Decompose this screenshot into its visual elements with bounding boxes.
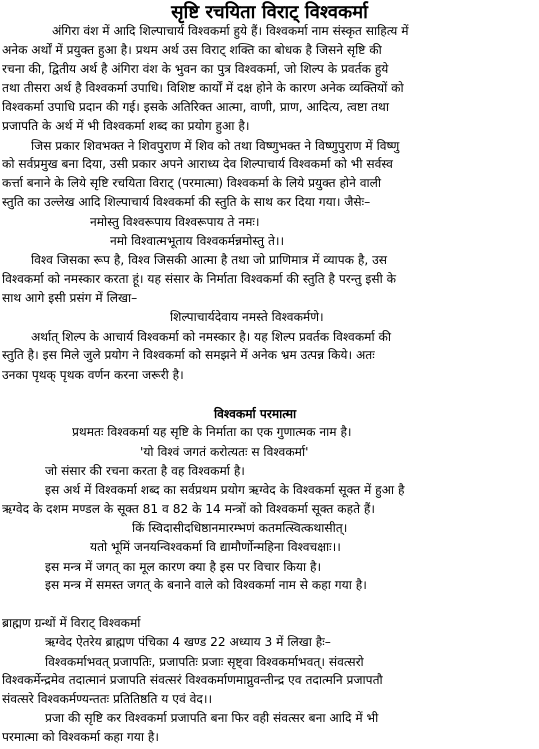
- paragraph-line: उनका पृथक् पृथक वर्णन करना जरूरी है।: [2, 367, 184, 382]
- paragraph-line: विश्वकर्मा उपाधि प्रदान की गई। इसके अतिरिक्त आत्मा, वाणी, प्राण, आदित्य, त्वष्टा तथा: [2, 100, 389, 115]
- section-heading: ब्राह्मण ग्रन्थों में विराट् विश्वकर्मा: [2, 616, 141, 631]
- verse-line: नमोस्तु विश्वरूपाय विश्वरूपाय ते नमः।: [90, 214, 260, 229]
- paragraph-line: स्तुति का उल्लेख आदि शिल्पाचार्य विश्वकर्मा की स्तुति के साथ कर दिया गया। जैसेः–: [2, 195, 371, 210]
- paragraph-line: को सर्वप्रमुख बना दिया, उसी प्रकार अपने आराध्य देव शिल्पाचार्य विश्वकर्मा को भी सर्वस्व: [2, 157, 393, 172]
- paragraph-line: स्तुति है। इस मिले जुले प्रयोग ने विश्वकर्मा को समझने में अनेक भ्रम उत्पन्न किये। अतः: [2, 348, 375, 363]
- section-heading: विश्वकर्मा परमात्मा: [214, 406, 297, 421]
- paragraph-line: प्रजापति के अर्थ में भी विश्वकर्मा शब्द का प्रयोग हुआ है।: [2, 119, 250, 133]
- paragraph-line: संवत्सरे विश्वकर्मण्यन्ततः प्रतितिष्ठति य एवं वेद।।: [2, 691, 213, 706]
- paragraph-line: साथ आगे इसी प्रसंग में लिखा–: [2, 291, 138, 306]
- verse-line: 'यो विश्वं जगतं करोत्यतः स विश्वकर्मा': [140, 445, 309, 459]
- paragraph-line: परमात्मा को विश्वकर्मा कहा गया है।: [2, 730, 159, 744]
- paragraph-line: जिस प्रकार शिवभक्त ने शिवपुराण में शिव को तथा विष्णुभक्त ने विष्णुपुराण में विष्णु: [31, 138, 400, 153]
- paragraph-line: इस मन्त्र में जगत् का मूल कारण क्या है इस पर विचार किया है।: [45, 559, 322, 574]
- paragraph-line: अनेक अर्थों में प्रयुक्त हुआ है। प्रथम अर्थ उस विराट् शक्ति का बोधक है जिसने सृष्टि की: [2, 42, 382, 57]
- paragraph-line: प्रजा की सृष्टि कर विश्वकर्मा प्रजापति बना फिर वही संवत्सर बना आदि में भी: [45, 711, 379, 726]
- paragraph-line: अर्थात् शिल्प के आचार्य विश्वकर्मा को नमस्कार है। यह शिल्प प्रवर्तक विश्वकर्मा की: [31, 329, 392, 344]
- paragraph-line: ऋग्वेद ऐतरेय ब्राह्मण पंचिका 4 खण्ड 22 अध्याय 3 में लिखा हैः–: [45, 635, 331, 649]
- page-title: सृष्टि रचयिता विराट् विश्वकर्मा: [171, 2, 368, 23]
- paragraph-line: ऋग्वेद के दशम मण्डल के सूक्त 81 व 82 के 14 मन्त्रों को विश्वकर्मा सूक्त कहते हैं।: [2, 501, 375, 516]
- verse-line: यतो भूमिं जनयन्विश्वकर्मा वि द्यामौर्णोन्महिना विश्वचक्षाः।।: [90, 540, 341, 554]
- paragraph-line: विश्वकर्मा को नमस्कार करता हूं। यह संसार के निर्माता विश्वकर्मा की स्तुति है परन्तु इसी के: [2, 271, 396, 286]
- paragraph-line: विश्व जिसका रूप है, विश्व जिसकी आत्मा है तथा जो प्राणिमात्र में व्यापक है, उस: [31, 253, 388, 268]
- paragraph-line: जो संसार की रचना करता है वह विश्वकर्मा है।: [45, 463, 245, 478]
- paragraph-line: रचना की, द्वितीय अर्थ है अंगिरा वंश के भुवन का पुत्र विश्वकर्मा, जो शिल्प के प्रवर्तक हुये: [2, 62, 389, 77]
- paragraph-line: तथा तीसरा अर्थ है विश्वकर्मा उपाधि। विशिष्ट कार्यों में दक्ष होने के कारण अनेक व्यक्तियों को: [2, 80, 404, 95]
- verse-line: नमो विश्वात्मभूताय विश्वकर्मन्नमोस्तु ते।।: [110, 233, 285, 248]
- paragraph-line: विश्वकर्माभवत् प्रजापतिः, प्रजापतिः प्रजाः सृष्ट्वा विश्वकर्माभवत्। संवत्सरो: [45, 654, 364, 669]
- verse-line: शिल्पाचार्यदेवाय नमस्ते विश्वकर्मणे।: [170, 309, 324, 324]
- paragraph-line: इस अर्थ में विश्वकर्मा शब्द का सर्वप्रथम प्रयोग ऋग्वेद के विश्वकर्मा सूक्त में हुआ है: [45, 483, 405, 498]
- paragraph-line: अंगिरा वंश में आदि शिल्पाचार्य विश्वकर्मा हुये हैं। विश्वकर्मा नाम संस्कृत साहित्य में: [52, 24, 409, 38]
- paragraph-line: विश्वकर्मेन्द्रमेव तदात्मानं प्रजापति संवत्सरं विश्वकर्माणमाप्नुवन्तीन्द्र एव तदात्मनि प्रजापतौ: [2, 673, 383, 688]
- paragraph-line: प्रथमतः विश्वकर्मा यह सृष्टि के निर्माता का एक गुणात्मक नाम है।: [72, 425, 352, 440]
- verse-line: किं स्विदासीदधिष्ठानमारम्भणं कतमत्स्वित्कथासीत्।: [132, 521, 348, 536]
- paragraph-line: इस मन्त्र में समस्त जगत् के बनाने वाले को विश्वकर्मा नाम से कहा गया है।: [45, 578, 367, 593]
- paragraph-line: कर्त्ता बनाने के लिये सृष्टि रचयिता विराट् (परमात्मा) विश्वकर्मा के लिये प्रयुक्त होने वाली: [2, 175, 382, 190]
